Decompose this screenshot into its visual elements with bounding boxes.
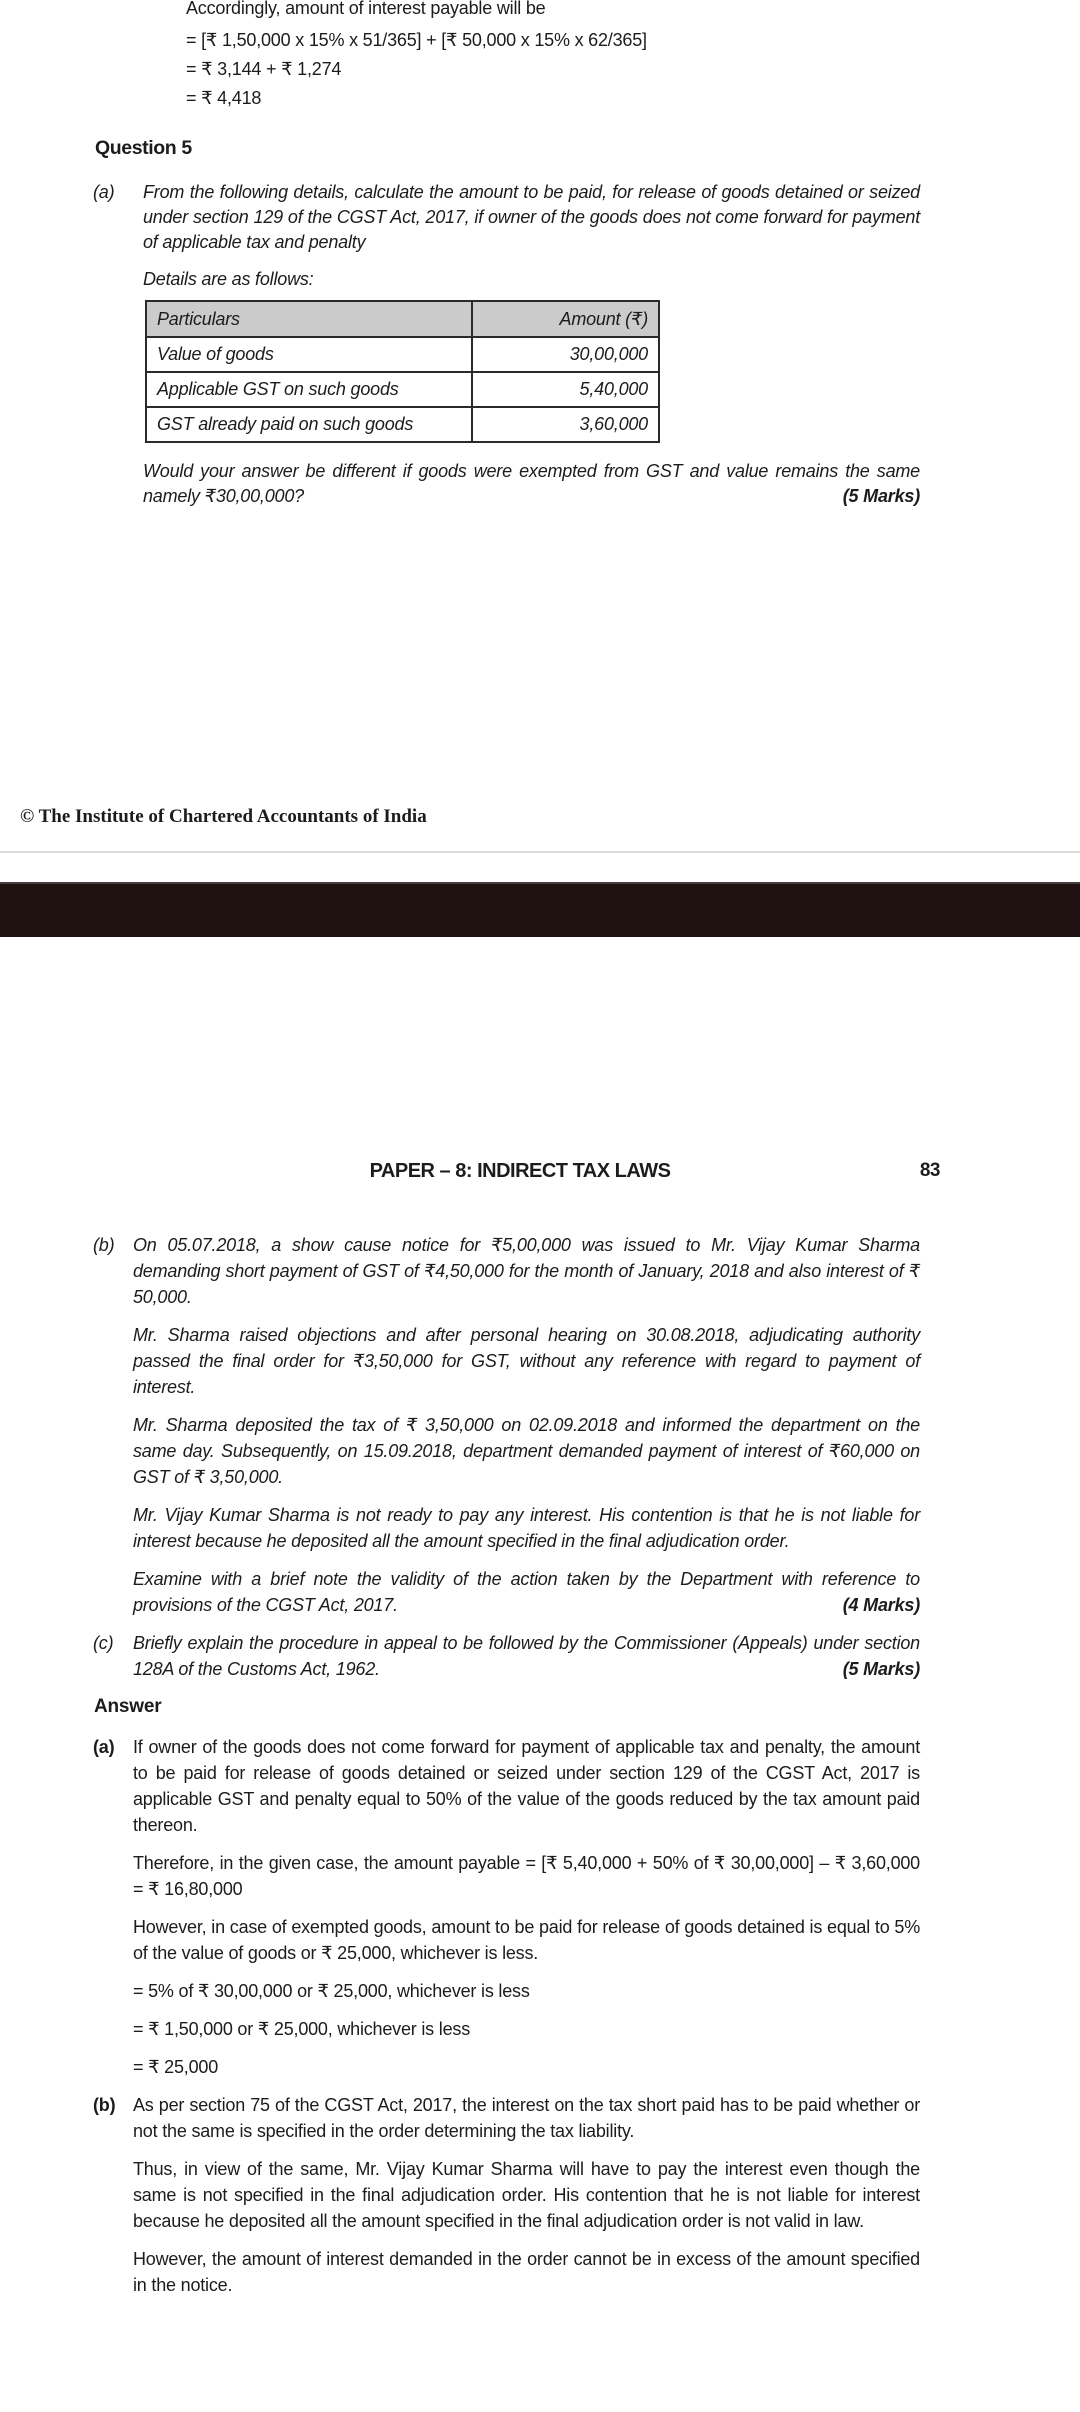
question-5c-label: (c): [93, 1633, 114, 1653]
answer-a-label: (a): [93, 1737, 115, 1757]
question-5a-followup: [143, 459, 920, 509]
calc-line: = 5% of ₹ 30,00,000 or ₹ 25,000, whichever is less: [133, 1981, 530, 2001]
answer-heading: Answer: [94, 1696, 162, 1717]
page2-content: [0, 1150, 1080, 2412]
answer-b-label: (b): [93, 2095, 116, 2115]
examine-text: Examine with a brief note the validity of the action taken by the Department with reference to provisions of the CGST Act, 2017.: [133, 1569, 920, 1615]
table-row: [146, 372, 659, 407]
calc-line: = ₹ 25,000: [133, 2057, 219, 2077]
page-number: 83: [919, 1160, 940, 1181]
question-5c-body: [133, 1630, 920, 1694]
question-5b-label: (b): [93, 1235, 115, 1255]
paragraph: However, the amount of interest demanded in the order cannot be in excess of the amount specified in the notice.: [133, 2249, 920, 2295]
paragraph: Mr. Sharma raised objections and after personal hearing on 30.08.2018, adjudicating authority passed the final order for ₹3,50,000 for GST, without any reference with regard to payment of interest.: [133, 1325, 920, 1397]
question-5a-text: From the following details, calculate the amount to be paid, for release of goods detained or seized under section 129 of the CGST Act, 2017, if owner of the goods does not come forward for payment of applicable tax and penalty: [143, 182, 920, 252]
paragraph: [133, 1630, 920, 1682]
paper-title: PAPER – 8: INDIRECT TAX LAWS: [369, 1160, 671, 1182]
calc-line: = ₹ 1,50,000 or ₹ 25,000, whichever is less: [133, 2019, 470, 2039]
answer-b: [93, 2092, 920, 2310]
details-caption: Details are as follows:: [143, 269, 314, 289]
cell-particulars: GST already paid on such goods: [146, 407, 472, 442]
question-5b-body: [133, 1232, 920, 1630]
paragraph: Mr. Sharma deposited the tax of ₹ 3,50,000 on 02.09.2018 and informed the department on the same day. Subsequently, on 15.09.2018, department demanded payment of interest of ₹60,000 on GST of ₹ 3,50,000.: [133, 1415, 920, 1487]
page-edge-line: [0, 851, 1080, 853]
marks-badge: (5 Marks): [842, 486, 920, 506]
formula-line: = ₹ 4,418: [186, 88, 262, 108]
interest-formula-block: [186, 26, 1080, 113]
answer-a-body: [133, 1734, 920, 2092]
paragraph: Therefore, in the given case, the amount payable = [₹ 5,40,000 + 50% of ₹ 30,00,000] – ₹ 3,60,000 = ₹ 16,80,000: [133, 1853, 920, 1899]
page-separator-band: [0, 882, 1080, 937]
followup-text: Would your answer be different if goods were exempted from GST and value remains the same namely ₹30,00,000?: [143, 461, 920, 506]
paragraph: Mr. Vijay Kumar Sharma is not ready to pay any interest. His contention is that he is not liable for interest because he deposited all the amount specified in the final adjudication order.: [133, 1505, 920, 1551]
answer-b-body: [133, 2092, 920, 2310]
question-5b: [93, 1232, 920, 1630]
formula-line: = ₹ 3,144 + ₹ 1,274: [186, 59, 342, 79]
marks-badge: (5 Marks): [842, 1659, 920, 1679]
question-5c-text: Briefly explain the procedure in appeal to be followed by the Commissioner (Appeals) under section 128A of the Customs Act, 1962.: [133, 1633, 920, 1679]
paragraph: However, in case of exempted goods, amount to be paid for release of goods detained is equal to 5% of the value of goods or ₹ 25,000, whichever is less.: [133, 1917, 920, 1963]
examine-paragraph: [133, 1566, 920, 1618]
paragraph: If owner of the goods does not come forward for payment of applicable tax and penalty, the amount to be paid for release of goods detained or seized under section 129 of the CGST Act, 2017 is applicable GST and penalty equal to 50% of the value of the goods reduced by the tax amount paid thereon.: [133, 1737, 920, 1835]
cell-amount: 5,40,000: [472, 372, 659, 407]
page1-content: [0, 0, 1080, 509]
cell-particulars: Value of goods: [146, 337, 472, 372]
marks-badge: (4 Marks): [842, 1595, 920, 1615]
cell-amount: 3,60,000: [472, 407, 659, 442]
interest-intro-line: Accordingly, amount of interest payable will be: [186, 0, 546, 18]
question-5a-label: (a): [93, 182, 115, 202]
goods-details-table: [145, 300, 660, 443]
paragraph: Thus, in view of the same, Mr. Vijay Kumar Sharma will have to pay the interest even though the same is not specified in the final adjudication order. His contention that he is not liable for interest because he deposited all the amount specified in the final adjudication order is not valid in law.: [133, 2159, 920, 2231]
question-5c: [93, 1630, 920, 1694]
table-header-row: [146, 301, 659, 337]
question-5-heading: Question 5: [95, 137, 192, 159]
copyright-line: © The Institute of Chartered Accountants of India: [20, 806, 427, 827]
table-row: [146, 407, 659, 442]
paragraph: On 05.07.2018, a show cause notice for ₹5,00,000 was issued to Mr. Vijay Kumar Sharma demanding short payment of GST of ₹4,50,000 for the month of January, 2018 and also interest of ₹ 50,000.: [133, 1235, 920, 1307]
cell-amount: 30,00,000: [472, 337, 659, 372]
cell-particulars: Applicable GST on such goods: [146, 372, 472, 407]
page2-header: [100, 1158, 940, 1184]
table-row: [146, 337, 659, 372]
paragraph: As per section 75 of the CGST Act, 2017, the interest on the tax short paid has to be paid whether or not the same is specified in the order determining the tax liability.: [133, 2095, 920, 2141]
formula-line: = [₹ 1,50,000 x 15% x 51/365] + [₹ 50,000 x 15% x 62/365]: [186, 30, 647, 50]
column-header-amount: Amount (₹): [472, 301, 659, 337]
column-header-particulars: Particulars: [146, 301, 472, 337]
answer-a: [93, 1734, 920, 2092]
question-5a: [93, 180, 920, 255]
